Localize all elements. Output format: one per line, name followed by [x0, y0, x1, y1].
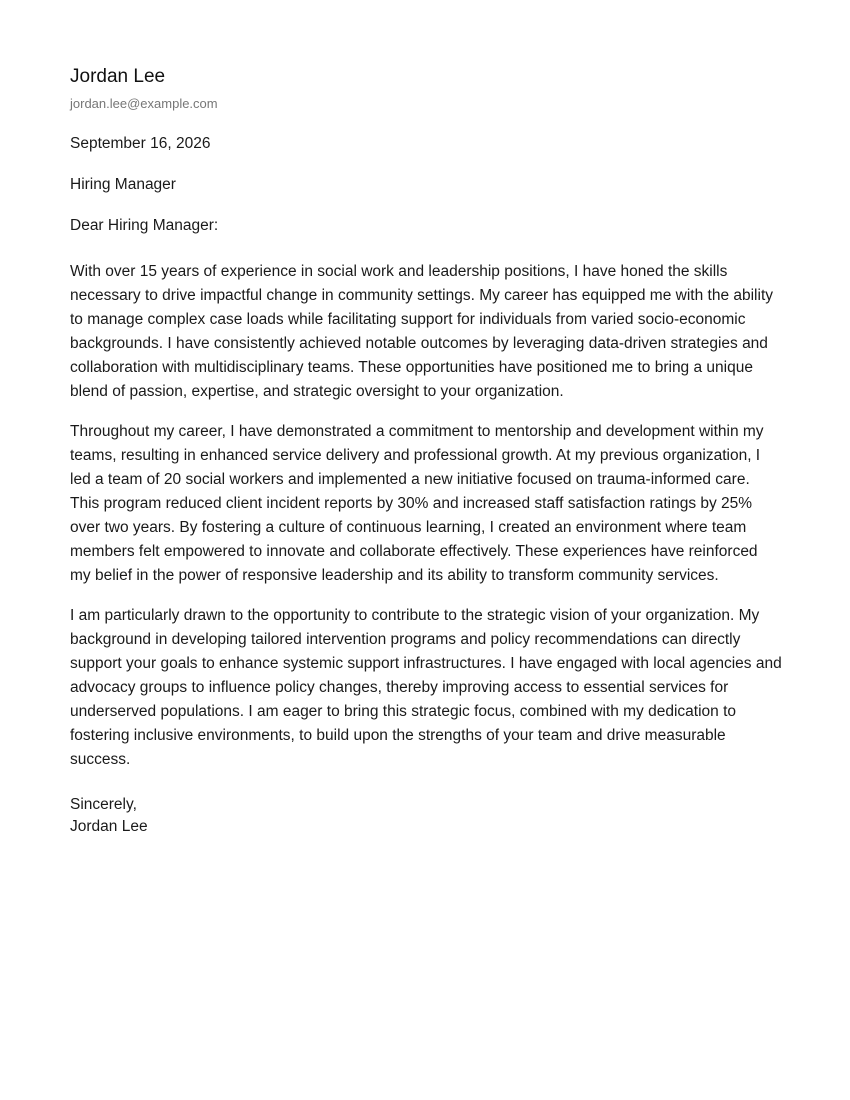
- body-paragraph-1: With over 15 years of experience in social work and leadership positions, I have honed the skills necessary to drive impactful change in community settings. My career has equipped me with the ability to manage complex case loads while facilitating support for individuals from varied socio-economic backgrounds. I have consistently achieved notable outcomes by leveraging data-driven strategies and collaboration with multidisciplinary teams. These opportunities have positioned me to bring a unique blend of passion, expertise, and strategic oversight to your organization.: [70, 263, 774, 400]
- signature: Jordan Lee: [70, 818, 148, 835]
- body-paragraph-3: I am particularly drawn to the opportunity to contribute to the strategic vision of your organization. My background in developing tailored intervention programs and policy recommendations can directly support your goals to enhance systemic support infrastructures. I have engaged with local agencies and advocacy groups to influence policy changes, thereby improving access to essential services for underserved populations. I am eager to bring this strategic focus, combined with my dedication to fostering inclusive environments, to build upon the strengths of your team and drive measurable success.: [70, 607, 782, 768]
- sender-email: jordan.lee@example.com: [70, 96, 218, 111]
- cover-letter: [70, 64, 782, 838]
- closing: Sincerely,: [70, 796, 137, 813]
- body-paragraph-2: Throughout my career, I have demonstrated a commitment to mentorship and development within my teams, resulting in enhanced service delivery and professional growth. At my previous organization, I led a team of 20 social workers and implemented a new initiative focused on trauma-informed care. This program reduced client incident reports by 30% and increased staff satisfaction ratings by 25% over two years. By fostering a culture of continuous learning, I created an environment where team members felt empowered to innovate and collaborate effectively. These experiences have reinforced my belief in the power of responsive leadership and its ability to transform community services.: [70, 423, 764, 584]
- recipient: Hiring Manager: [70, 176, 176, 193]
- sender-name: Jordan Lee: [70, 66, 166, 87]
- salutation: Dear Hiring Manager:: [70, 217, 219, 234]
- letter-body: [70, 260, 782, 772]
- letter-date: September 16, 2026: [70, 135, 211, 152]
- letter-header: [70, 64, 782, 113]
